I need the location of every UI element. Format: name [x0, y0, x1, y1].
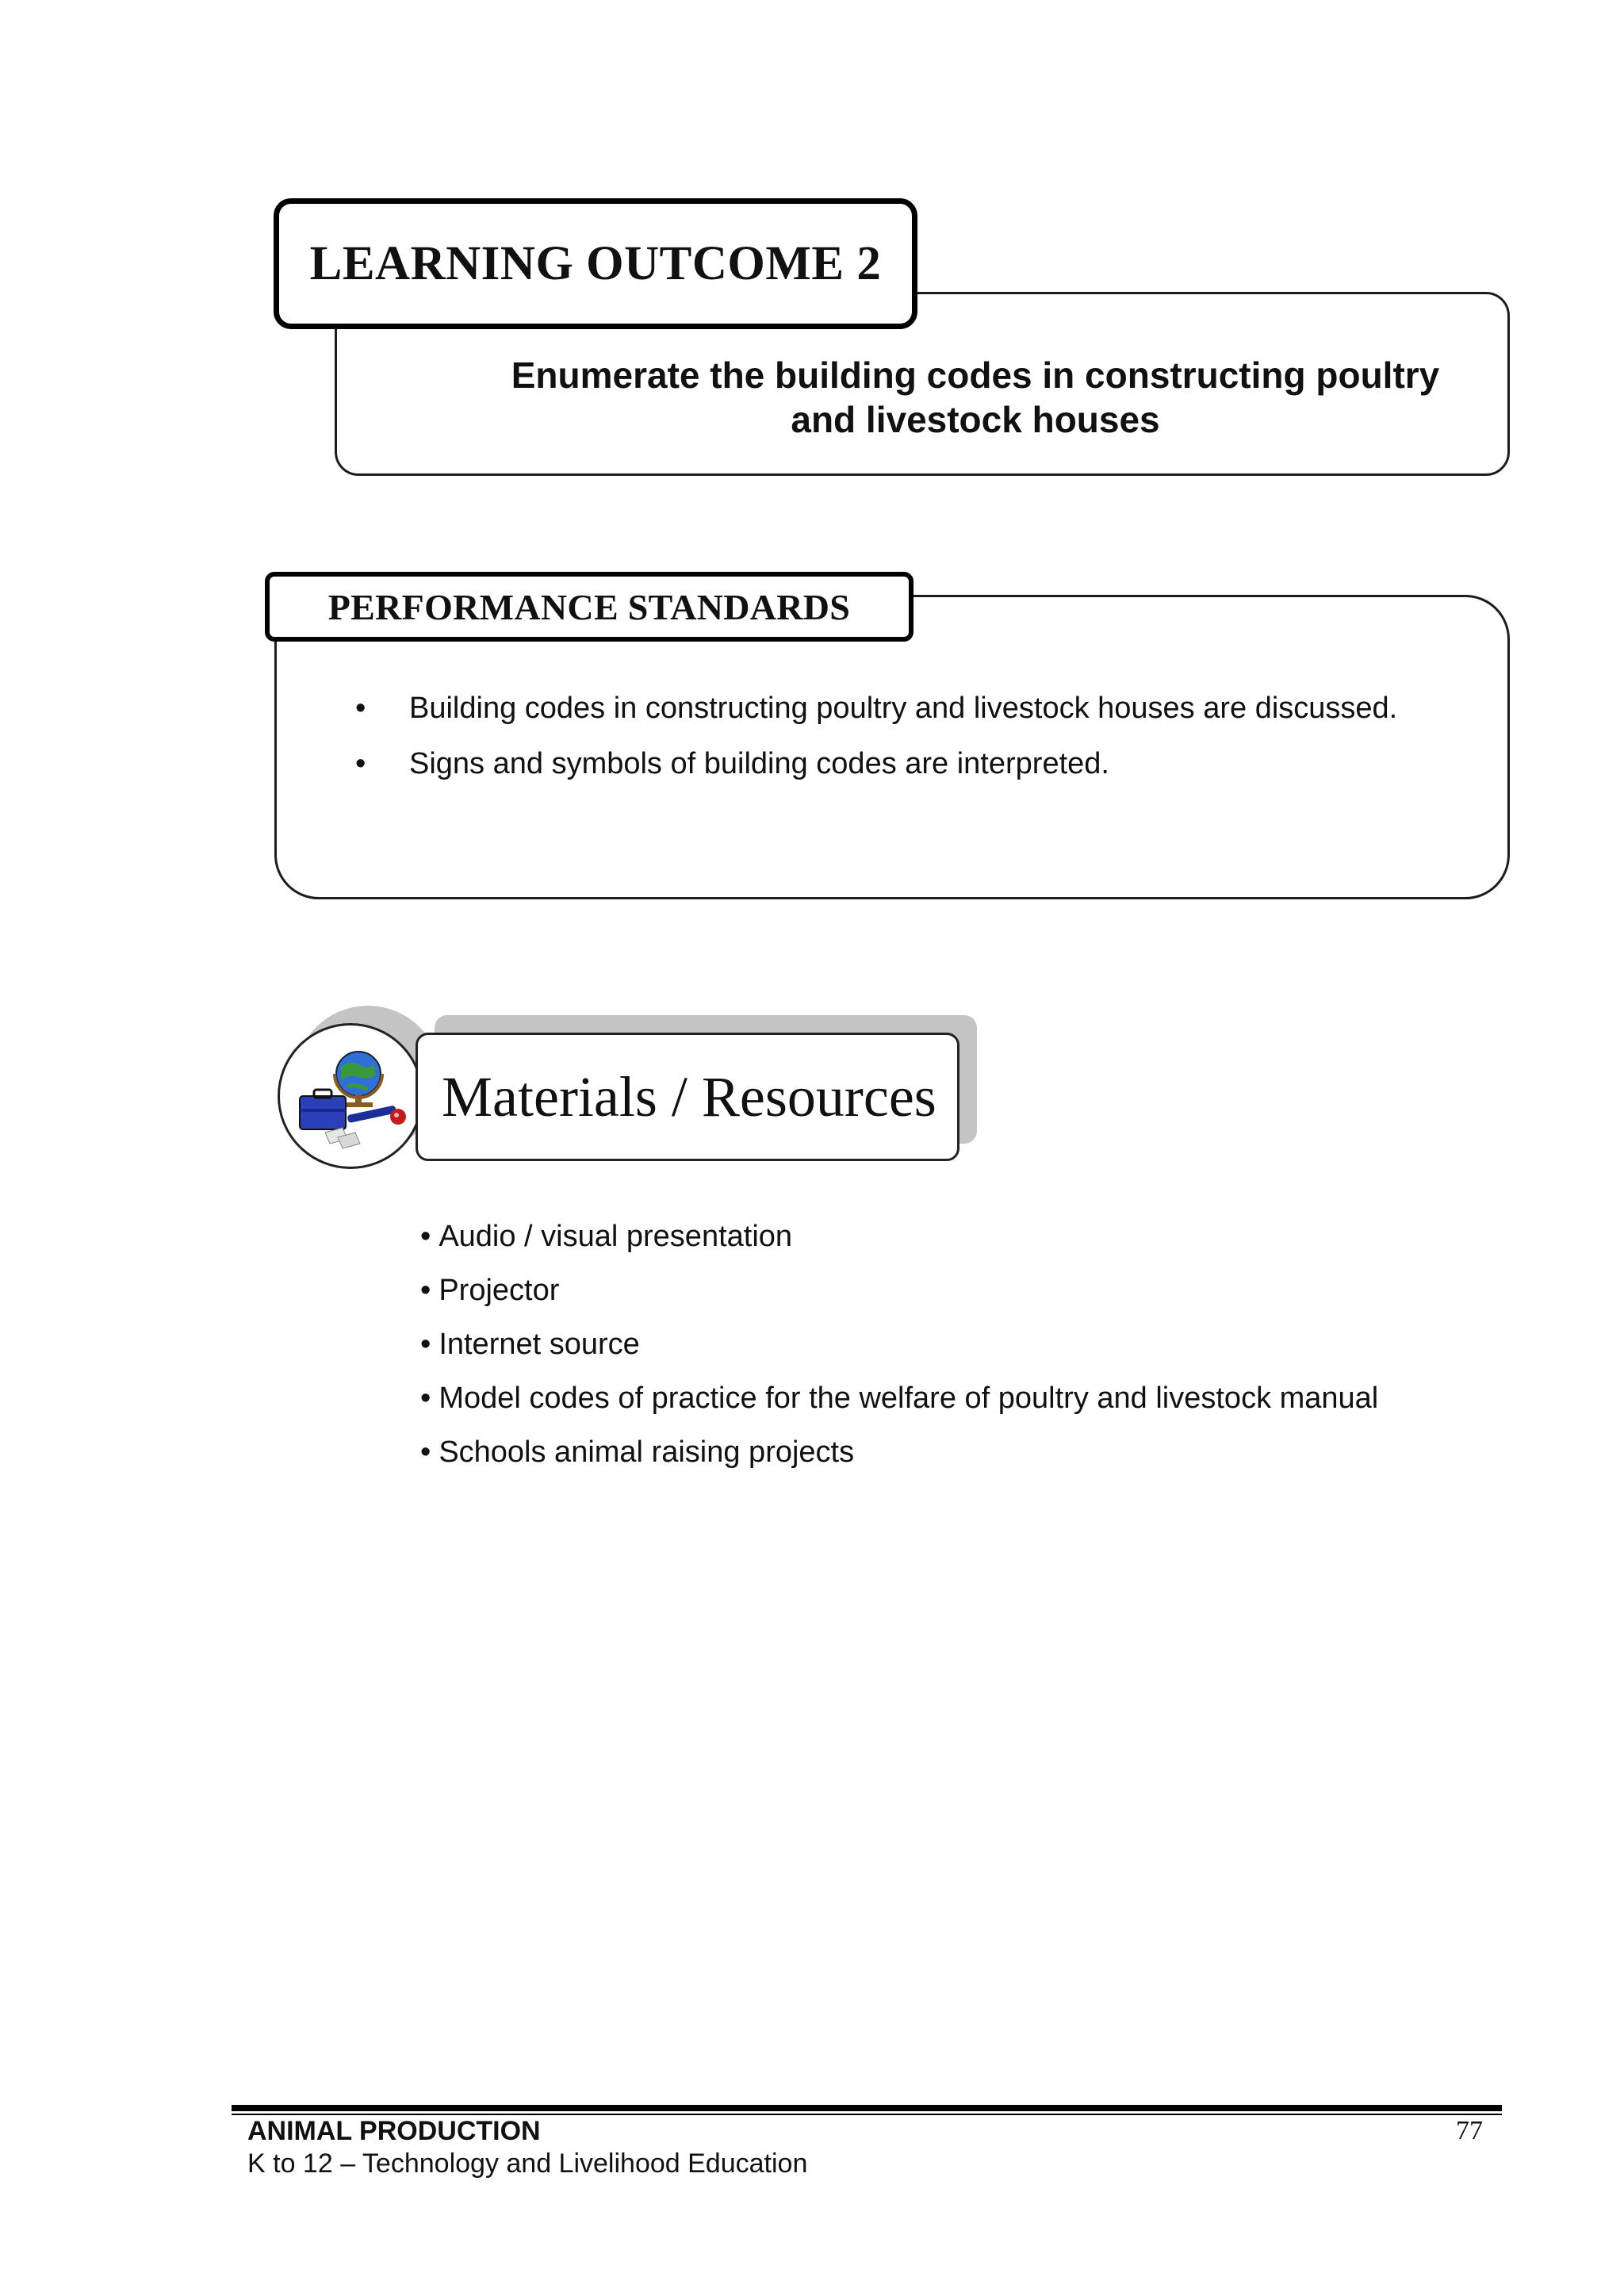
bullet-icon: •	[420, 1382, 431, 1415]
learning-outcome-description-line-2: and livestock houses	[791, 399, 1160, 440]
learning-outcome-description	[444, 353, 1507, 442]
list-item-text: Audio / visual presentation	[439, 1220, 793, 1253]
materials-list	[420, 1212, 1530, 1481]
performance-standards-list	[355, 684, 1497, 795]
list-item	[420, 1374, 1530, 1428]
footer-subtitle: K to 12 – Technology and Livelihood Education	[247, 2148, 808, 2179]
list-item-text: Building codes in constructing poultry and livestock houses are discussed.	[409, 692, 1398, 725]
footer-title: ANIMAL PRODUCTION	[247, 2116, 541, 2146]
performance-standards-tab	[265, 572, 914, 642]
list-item-text: Projector	[439, 1274, 560, 1307]
list-item	[355, 684, 1497, 739]
bullet-icon: •	[420, 1274, 431, 1307]
list-item	[420, 1212, 1530, 1266]
materials-title-box	[416, 1033, 959, 1161]
list-item-text: Schools animal raising projects	[439, 1435, 855, 1469]
learning-outcome-tab	[274, 198, 917, 329]
performance-standards-title: PERFORMANCE STANDARDS	[327, 586, 851, 627]
materials-title: Materials / Resources	[442, 1064, 936, 1129]
list-item-text: Signs and symbols of building codes are interpreted.	[409, 747, 1109, 780]
list-item-text: Internet source	[439, 1328, 640, 1361]
list-item-text: Model codes of practice for the welfare of poultry and livestock manual	[439, 1382, 1379, 1415]
list-item	[420, 1428, 1530, 1481]
bullet-icon: •	[420, 1220, 431, 1253]
footer-divider-thick	[232, 2105, 1502, 2111]
list-item	[420, 1266, 1530, 1320]
bullet-icon: •	[355, 747, 366, 780]
footer-divider-thin	[232, 2114, 1502, 2115]
bullet-icon: •	[355, 692, 366, 725]
bullet-icon: •	[420, 1328, 431, 1361]
bullet-icon: •	[420, 1435, 431, 1469]
list-item	[355, 739, 1497, 795]
list-item	[420, 1320, 1530, 1374]
learning-outcome-title: LEARNING OUTCOME 2	[309, 236, 882, 290]
page-number: 77	[1456, 2116, 1483, 2145]
learning-outcome-description-line-1: Enumerate the building codes in constructing poultry	[511, 355, 1440, 396]
globe-tools-icon	[292, 1044, 419, 1155]
